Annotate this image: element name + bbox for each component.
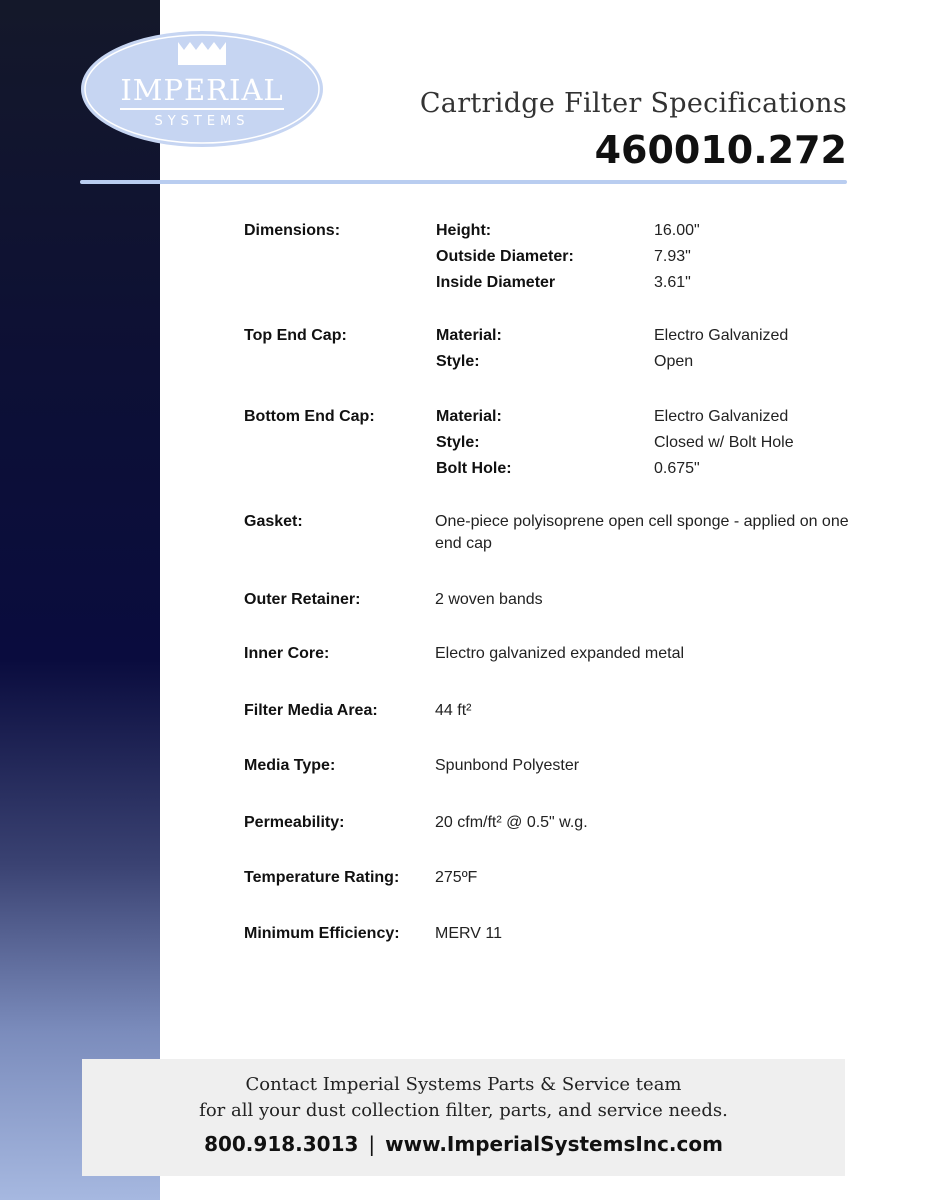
spec-value: Electro galvanized expanded metal [435, 645, 685, 662]
logo-wordmark: IMPERIAL [120, 73, 284, 107]
spec-sublabel: Bolt Hole: [436, 460, 512, 477]
spec-label: Temperature Rating: [244, 869, 400, 886]
spec-sublabel: Outside Diameter: [436, 248, 574, 265]
spec-label: Top End Cap: [244, 327, 347, 344]
spec-label: Filter Media Area: [244, 702, 378, 719]
spec-value: Electro Galvanized [654, 327, 789, 344]
spec-value: 44 ft² [435, 702, 472, 719]
part-number: 460010.272 [594, 128, 847, 172]
spec-value: 16.00" [654, 222, 700, 239]
spec-value: 3.61" [654, 274, 691, 291]
spec-label: Inner Core: [244, 645, 330, 662]
spec-label: Permeability: [244, 814, 345, 831]
spec-value: Open [654, 353, 694, 370]
spec-sublabel: Style: [436, 353, 480, 370]
footer-separator: | [368, 1132, 376, 1156]
footer-message-line2: for all your dust collection filter, parts, and service needs. [199, 1100, 728, 1121]
footer-message-line1: Contact Imperial Systems Parts & Service team [245, 1074, 682, 1095]
spec-value: MERV 11 [435, 925, 502, 942]
imperial-systems-logo [80, 30, 324, 148]
spec-value: 0.675" [654, 460, 700, 477]
spec-label: Minimum Efficiency: [244, 925, 400, 942]
logo-tagline: SYSTEMS [154, 114, 250, 129]
spec-value: Spunbond Polyester [435, 757, 580, 774]
spec-label: Gasket: [244, 513, 303, 530]
spec-value: 7.93" [654, 248, 691, 265]
header-divider [80, 180, 847, 184]
spec-sublabel: Material: [436, 327, 502, 344]
spec-sublabel: Style: [436, 434, 480, 451]
spec-value: One-piece polyisoprene open cell sponge - applied on one end cap [435, 513, 849, 552]
spec-label: Bottom End Cap: [244, 408, 375, 425]
footer-contact [82, 1132, 845, 1156]
spec-sublabel: Inside Diameter [436, 274, 556, 291]
spec-label: Media Type: [244, 757, 336, 774]
spec-value: 275ºF [435, 869, 478, 886]
website-link[interactable]: www.ImperialSystemsInc.com [385, 1132, 723, 1156]
spec-value: Electro Galvanized [654, 408, 789, 425]
spec-sublabel: Height: [436, 222, 492, 239]
spec-label: Outer Retainer: [244, 591, 361, 608]
document-title: Cartridge Filter Specifications [419, 88, 847, 119]
spec-sublabel: Material: [436, 408, 502, 425]
spec-value: 2 woven bands [435, 591, 543, 608]
spec-value: Closed w/ Bolt Hole [654, 434, 794, 451]
contact-footer [82, 1059, 845, 1176]
spec-label: Dimensions: [244, 222, 341, 239]
spec-value: 20 cfm/ft² @ 0.5" w.g. [435, 814, 588, 831]
phone-number[interactable]: 800.918.3013 [204, 1132, 359, 1156]
